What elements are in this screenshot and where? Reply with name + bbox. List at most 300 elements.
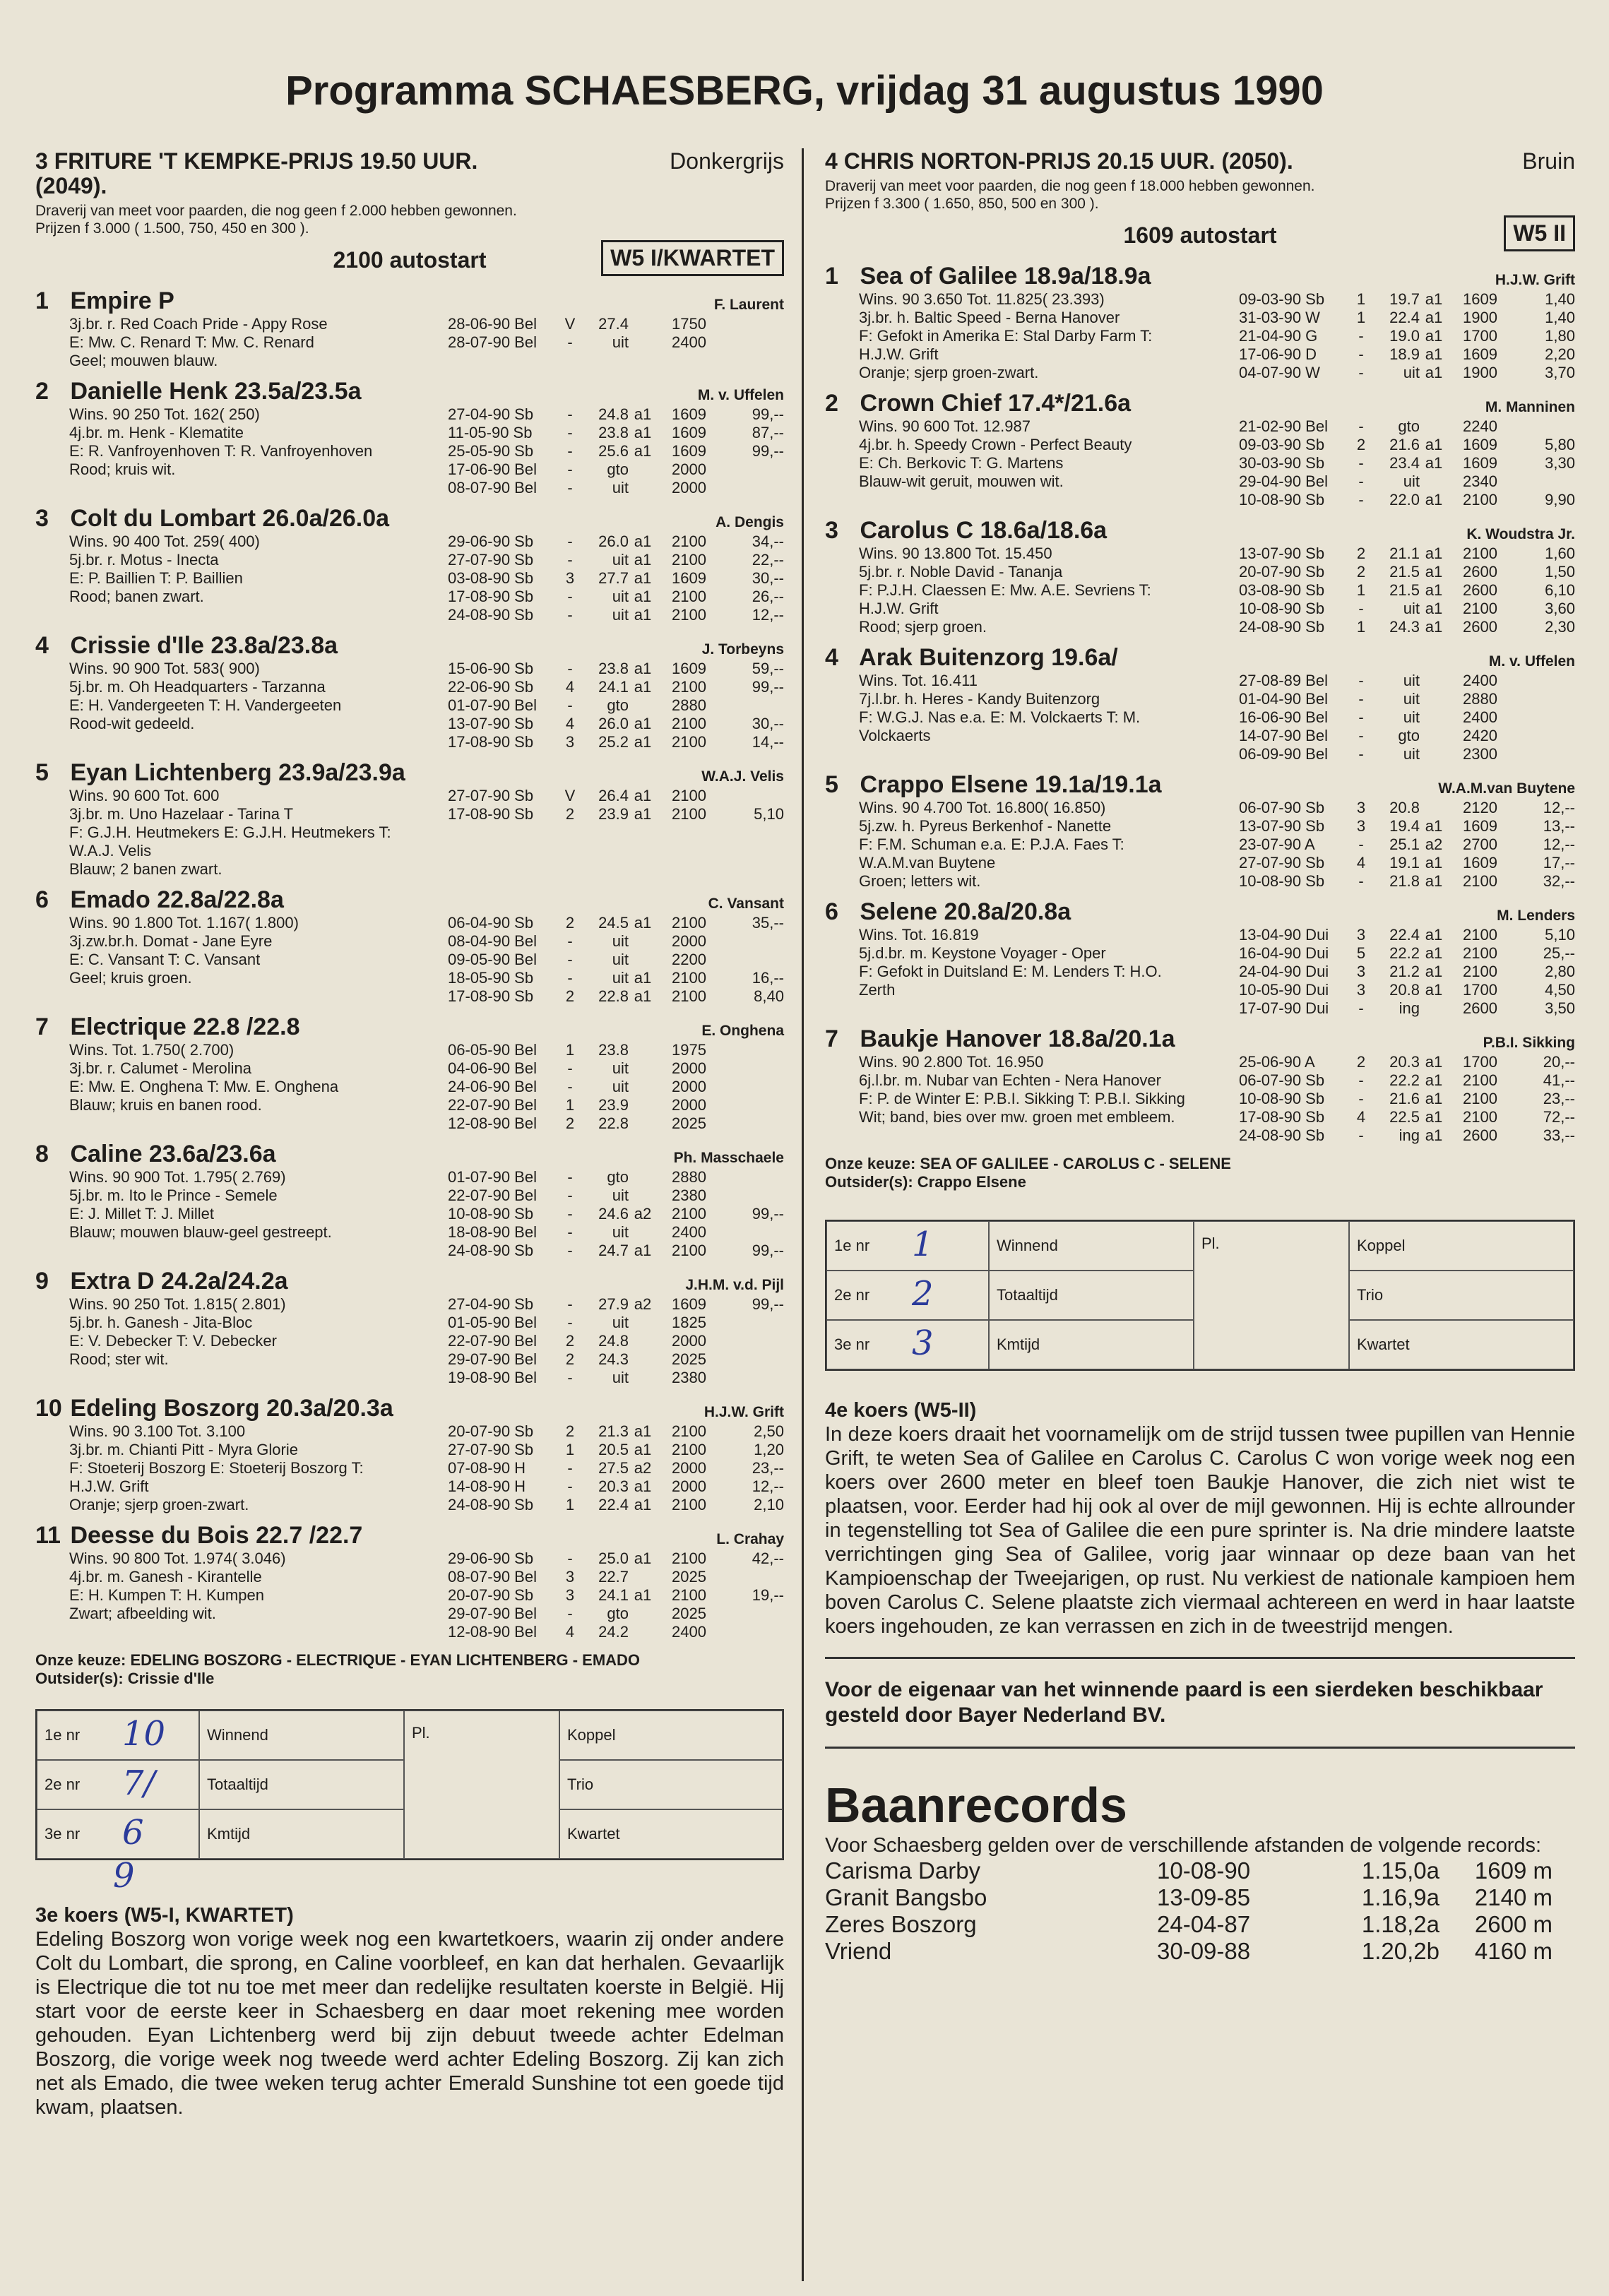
horse-entry (825, 516, 1575, 636)
record-time: 1.20,2b (1361, 1938, 1439, 1964)
race-conditions (35, 202, 784, 237)
run-row (448, 333, 784, 352)
run-distance: 2600 (1463, 618, 1497, 636)
run-time: 22.2 (1389, 1071, 1420, 1089)
run-row (448, 442, 784, 460)
run-place: 3 (1356, 799, 1366, 816)
run-distance: 1700 (1463, 327, 1497, 345)
run-class: a1 (1425, 364, 1443, 381)
record-distance: 1609 m (1474, 1857, 1552, 1884)
race-3-column (35, 148, 784, 2119)
result-grid (825, 1220, 1575, 1371)
run-place: 4 (1356, 854, 1366, 872)
record-date: 30-09-88 (1157, 1938, 1251, 1964)
run-class (629, 479, 657, 497)
grid-cell: Winnend (199, 1711, 404, 1760)
run-place: 1 (565, 1041, 575, 1059)
horse-number: 4 (35, 632, 49, 659)
horse-body (825, 290, 1575, 382)
bet-type-badge: W5 II (1504, 215, 1575, 251)
run-row (1239, 364, 1575, 382)
run-odds: 2,80 (1545, 963, 1575, 980)
run-odds: 2,10 (754, 1496, 784, 1513)
run-row (1239, 1108, 1575, 1126)
horse-info-line: 5j.br. r. Noble David - Tananja (859, 563, 1063, 581)
horse-info-line: 4j.br. m. Ganesh - Kirantelle (69, 1568, 262, 1586)
run-time: 24.3 (1389, 618, 1420, 636)
run-time: 20.5 (598, 1441, 629, 1458)
horse-entry (35, 1267, 784, 1387)
run-row (1239, 618, 1575, 636)
run-class (1420, 690, 1448, 708)
horse-body (825, 545, 1575, 636)
run-time: gto (607, 1168, 629, 1186)
run-odds (1497, 472, 1575, 491)
horse-info (825, 290, 1239, 382)
grid-cell: Kmtijd (989, 1320, 1194, 1369)
start-type: 2100 autostart (333, 247, 487, 273)
horse-info-line: 5j.zw. h. Pyreus Berkenhof - Nanette (859, 817, 1112, 835)
horse-info-line: Wins. Tot. 16.411 (859, 672, 978, 689)
run-distance: 2025 (672, 1605, 706, 1622)
run-place: 4 (1356, 1108, 1366, 1126)
start-type: 1609 autostart (1123, 222, 1277, 248)
run-place: V (564, 315, 576, 333)
run-time: uit (612, 932, 629, 950)
run-distance: 2000 (672, 479, 706, 496)
run-distance: 2100 (672, 987, 706, 1005)
run-distance: 2100 (672, 715, 706, 732)
run-row (448, 660, 784, 678)
horse-info-line: E: Mw. C. Renard T: Mw. C. Renard (69, 333, 314, 351)
run-odds: 8,40 (754, 987, 784, 1005)
run-date: 09-05-90 Bel (448, 951, 537, 968)
run-class: a1 (1425, 581, 1443, 599)
run-time: uit (1403, 745, 1420, 763)
run-odds (1497, 745, 1575, 763)
run-odds: 5,80 (1545, 436, 1575, 453)
run-class: a1 (1425, 491, 1443, 508)
run-place: - (1358, 364, 1364, 381)
run-row (1239, 672, 1575, 690)
run-time: gto (607, 460, 629, 478)
horse-info-line: Geel; kruis groen. (69, 969, 192, 987)
horse-trainer: H.J.W. Grift (703, 1404, 784, 1420)
handwritten-mark: 9 (113, 1856, 135, 1896)
run-date: 29-07-90 Bel (448, 1605, 537, 1622)
run-place: 3 (1356, 817, 1366, 835)
horse-info-line: Oranje; sjerp groen-zwart. (69, 1496, 249, 1513)
race-analysis-title: 3e koers (W5-I, KWARTET) (35, 1904, 294, 1927)
run-date: 31-03-90 W (1239, 309, 1320, 326)
run-place: - (1358, 454, 1364, 472)
run-place: 1 (1356, 618, 1366, 636)
horse-info-line: Wins. 90 900 Tot. 1.795( 2.769) (69, 1168, 286, 1186)
run-class (629, 1078, 657, 1096)
run-class (629, 1096, 657, 1114)
run-date: 17-08-90 Sb (1239, 1108, 1325, 1126)
horse-number: 6 (825, 898, 838, 925)
handwritten-mark: 1 (912, 1225, 934, 1264)
horse-info-line: F: P. de Winter E: P.B.I. Sikking T: P.B.I. Sikking (859, 1090, 1185, 1107)
race-analysis-title: 4e koers (W5-II) (825, 1399, 977, 1422)
horse-runs (448, 1295, 784, 1387)
horse-number: 1 (35, 287, 49, 314)
run-odds: 42,-- (752, 1549, 784, 1567)
run-place: - (567, 460, 573, 478)
run-class (1420, 999, 1448, 1018)
run-class (629, 1041, 657, 1059)
run-time: 21.6 (1389, 1090, 1420, 1107)
run-date: 08-04-90 Bel (448, 932, 537, 950)
horse-info-line: Wins. Tot. 16.819 (859, 926, 979, 944)
horse-runs (448, 914, 784, 1006)
horse-runs (448, 315, 784, 370)
run-distance: 1750 (672, 315, 706, 333)
horse-info-line: Blauw-wit geruit, mouwen wit. (859, 472, 1064, 490)
run-row (1239, 854, 1575, 872)
run-time: uit (612, 1369, 629, 1386)
horse-name: 5 Crappo Elsene 19.1a/19.1a (825, 771, 1162, 798)
run-distance: 1609 (1463, 436, 1497, 453)
run-place: - (567, 1059, 573, 1077)
run-time: 25.6 (598, 442, 629, 460)
run-distance: 1609 (672, 569, 706, 587)
run-place: 4 (565, 1623, 575, 1641)
run-row (448, 569, 784, 588)
run-class (1420, 417, 1448, 436)
horse-runs (448, 1422, 784, 1514)
run-row (448, 1186, 784, 1205)
run-row (1239, 1126, 1575, 1145)
grid-cell: Pl. (1194, 1221, 1349, 1369)
run-odds: 3,30 (1545, 454, 1575, 472)
run-place: - (1358, 472, 1364, 490)
run-class: a1 (634, 805, 652, 823)
horse-info-line: Wins. 90 600 Tot. 600 (69, 787, 220, 804)
run-row (1239, 745, 1575, 763)
horse-info (825, 926, 1239, 1018)
run-time: 24.8 (598, 1332, 629, 1350)
run-time: 24.1 (598, 1586, 629, 1604)
run-row (448, 1586, 784, 1605)
run-date: 09-03-90 Sb (1239, 290, 1325, 308)
run-class: a1 (634, 588, 652, 605)
horse-info-line: Wit; band, bies over mw. groen met embleem. (859, 1108, 1175, 1126)
run-row (448, 588, 784, 606)
run-date: 06-05-90 Bel (448, 1041, 537, 1059)
run-place: - (567, 1223, 573, 1241)
horse-name: 2 Crown Chief 17.4*/21.6a (825, 390, 1132, 417)
run-place: - (567, 479, 573, 496)
run-time: gto (1398, 417, 1420, 435)
run-class (1420, 727, 1448, 745)
horse-info (35, 1422, 448, 1514)
run-date: 22-07-90 Bel (448, 1096, 537, 1114)
run-date: 04-06-90 Bel (448, 1059, 537, 1077)
run-time: 20.3 (1389, 1053, 1420, 1071)
run-class: a1 (1425, 436, 1443, 453)
horse-info-line: Wins. 90 600 Tot. 12.987 (859, 417, 1031, 435)
run-class: a1 (1425, 1126, 1443, 1144)
horse-info (825, 417, 1239, 509)
run-time: 19.1 (1389, 854, 1420, 872)
run-class: a1 (1425, 454, 1443, 472)
run-row (448, 1332, 784, 1350)
record-date: 13-09-85 (1157, 1884, 1251, 1910)
run-distance: 2100 (672, 588, 706, 605)
run-odds: 3,60 (1545, 600, 1575, 617)
run-place: - (1358, 835, 1364, 853)
run-distance: 1609 (1463, 454, 1497, 472)
run-time: 21.1 (1389, 545, 1420, 562)
run-distance: 2000 (672, 1096, 706, 1114)
run-time: uit (1403, 364, 1420, 381)
run-distance: 2400 (1463, 708, 1497, 726)
run-odds: 99,-- (752, 442, 784, 460)
run-time: 19.4 (1389, 817, 1420, 835)
run-odds: 59,-- (752, 660, 784, 677)
run-place: - (567, 951, 573, 968)
run-class: a1 (1425, 1108, 1443, 1126)
run-odds (706, 1114, 784, 1133)
horse-info-line: 6j.l.br. m. Nubar van Echten - Nera Hanover (859, 1071, 1161, 1089)
run-row (1239, 309, 1575, 327)
grid-cell: Pl. (404, 1711, 559, 1859)
run-place: - (567, 1186, 573, 1204)
horse-number: 11 (35, 1522, 61, 1549)
run-date: 06-09-90 Bel (1239, 745, 1328, 763)
run-row (448, 1223, 784, 1242)
run-class: a1 (1425, 618, 1443, 636)
run-place: 2 (565, 1332, 575, 1350)
run-date: 06-04-90 Sb (448, 914, 534, 932)
run-date: 27-07-90 Sb (448, 1441, 534, 1458)
horse-info-line: E: V. Debecker T: V. Debecker (69, 1332, 277, 1350)
run-class: a1 (1425, 545, 1443, 562)
horse-body (825, 799, 1575, 891)
run-odds: 30,-- (752, 569, 784, 587)
horse-runs (1239, 799, 1575, 891)
run-distance: 1609 (1463, 817, 1497, 835)
run-distance: 2100 (1463, 963, 1497, 980)
run-distance: 1700 (1463, 1053, 1497, 1071)
run-place: - (567, 405, 573, 423)
run-class: a1 (1425, 1053, 1443, 1071)
run-time: 26.0 (598, 533, 629, 550)
run-row (1239, 1053, 1575, 1071)
prizes-text: Prijzen f 3.000 ( 1.500, 750, 450 en 300 ). (35, 220, 309, 237)
horse-info-line: Wins. 90 400 Tot. 259( 400) (69, 533, 260, 550)
run-time: uit (612, 333, 629, 351)
run-row (1239, 290, 1575, 309)
run-place: 2 (1356, 563, 1366, 581)
handwritten-mark: 6 (122, 1813, 144, 1852)
run-time: 27.5 (598, 1459, 629, 1477)
run-row (448, 678, 784, 696)
run-time: 23.8 (598, 424, 629, 441)
run-distance: 2000 (672, 1459, 706, 1477)
horse-runs (1239, 672, 1575, 763)
run-date: 10-05-90 Dui (1239, 981, 1329, 999)
run-date: 25-05-90 Sb (448, 442, 534, 460)
run-class: a1 (634, 969, 652, 987)
horse-trainer: M. v. Uffelen (1488, 653, 1575, 670)
horse-info-line: Zerth (859, 981, 896, 999)
horse-name: 3 Colt du Lombart 26.0a/26.0a (35, 505, 390, 532)
run-odds: 41,-- (1543, 1071, 1575, 1089)
run-row (448, 533, 784, 551)
run-time: gto (1398, 727, 1420, 744)
run-place: 2 (1356, 545, 1366, 562)
run-odds: 99,-- (752, 678, 784, 696)
horse-name: 10 Edeling Boszorg 20.3a/20.3a (35, 1395, 393, 1422)
run-place: - (1358, 690, 1364, 708)
run-place: 3 (565, 569, 575, 587)
run-row (1239, 600, 1575, 618)
run-time: 18.9 (1389, 345, 1420, 363)
horse-body (35, 1295, 784, 1387)
run-distance: 1609 (672, 424, 706, 441)
horse-info (35, 315, 448, 370)
horse-info (825, 1053, 1239, 1145)
horse-info-line: Zwart; afbeelding wit. (69, 1605, 216, 1622)
run-time: uit (1403, 600, 1420, 617)
run-distance: 1609 (672, 660, 706, 677)
horse-info (35, 1168, 448, 1260)
run-time: 23.8 (598, 1041, 629, 1059)
run-distance: 2000 (672, 1477, 706, 1495)
run-time: uit (612, 951, 629, 968)
run-date: 08-07-90 Bel (448, 479, 537, 496)
run-odds: 23,-- (752, 1459, 784, 1477)
run-date: 24-08-90 Sb (1239, 1126, 1325, 1144)
horse-runs (448, 1168, 784, 1260)
run-class: a1 (634, 442, 652, 460)
run-row (448, 551, 784, 569)
run-date: 24-06-90 Bel (448, 1078, 537, 1095)
horse-info-line: F: Stoeterij Boszorg E: Stoeterij Boszorg T: (69, 1459, 364, 1477)
run-place: - (1358, 872, 1364, 890)
horse-name: 6 Selene 20.8a/20.8a (825, 898, 1071, 925)
horse-info-line: Geel; mouwen blauw. (69, 352, 218, 369)
horse-info-line: E: Mw. E. Onghena T: Mw. E. Onghena (69, 1078, 339, 1095)
run-time: uit (1403, 472, 1420, 490)
run-odds: 5,10 (754, 805, 784, 823)
horse-info-line: 4j.br. m. Henk - Klematite (69, 424, 244, 441)
run-distance: 2100 (672, 1422, 706, 1440)
run-class (629, 1223, 657, 1242)
run-odds: 1,20 (754, 1441, 784, 1458)
run-place: - (1358, 1090, 1364, 1107)
horse-info-line: E: H. Vandergeeten T: H. Vandergeeten (69, 696, 342, 714)
run-class: a1 (1425, 600, 1443, 617)
grid-cell: 2e nr 7/ (37, 1760, 199, 1809)
run-odds (706, 460, 784, 479)
run-odds: 14,-- (752, 733, 784, 751)
run-distance: 2300 (1463, 745, 1497, 763)
run-time: uit (612, 969, 629, 987)
run-class: a1 (634, 914, 652, 932)
run-date: 01-04-90 Bel (1239, 690, 1328, 708)
run-odds (1497, 727, 1575, 745)
page-title: Programma SCHAESBERG, vrijdag 31 augustus 1990 (285, 68, 1324, 114)
horse-info-line: Wins. Tot. 1.750( 2.700) (69, 1041, 234, 1059)
run-odds (706, 1059, 784, 1078)
run-date: 29-06-90 Sb (448, 533, 534, 550)
run-distance: 2025 (672, 1568, 706, 1586)
run-time: 22.0 (1389, 491, 1420, 508)
run-distance: 1609 (1463, 290, 1497, 308)
run-row (1239, 690, 1575, 708)
run-odds (706, 696, 784, 715)
horse-info (825, 799, 1239, 891)
horse-runs (1239, 926, 1575, 1018)
track-records-list (825, 1857, 1575, 1965)
outsider-text: Outsider(s): Crappo Elsene (825, 1173, 1026, 1191)
run-row (448, 715, 784, 733)
run-odds: 20,-- (1543, 1053, 1575, 1071)
run-distance: 2000 (672, 1078, 706, 1095)
horse-body (35, 405, 784, 497)
race-header (35, 148, 784, 174)
run-class (629, 315, 657, 333)
run-place: - (567, 1205, 573, 1223)
run-row (448, 1295, 784, 1314)
race-header (825, 148, 1575, 174)
run-distance: 2000 (672, 932, 706, 950)
run-row (1239, 981, 1575, 999)
run-time: ing (1399, 1126, 1420, 1144)
run-time: 19.0 (1389, 327, 1420, 345)
run-row (448, 1059, 784, 1078)
run-time: 20.3 (598, 1477, 629, 1495)
run-place: - (567, 969, 573, 987)
run-class (629, 951, 657, 969)
run-row (448, 696, 784, 715)
run-time: 25.0 (598, 1549, 629, 1567)
run-time: ing (1399, 999, 1420, 1017)
run-date: 24-08-90 Sb (448, 606, 534, 624)
run-odds: 1,80 (1545, 327, 1575, 345)
run-class (629, 1168, 657, 1186)
run-odds: 23,-- (1543, 1090, 1575, 1107)
run-odds (1497, 690, 1575, 708)
run-distance: 1609 (672, 405, 706, 423)
horse-entry (35, 377, 784, 497)
outsider-text: Outsider(s): Crissie d'Ile (35, 1670, 215, 1687)
our-choice (825, 1155, 1575, 1191)
horse-info-line: F: Gefokt in Duitsland E: M. Lenders T: H.O. (859, 963, 1162, 980)
horse-trainer: L. Crahay (716, 1531, 784, 1547)
horse-info-line: Blauw; 2 banen zwart. (69, 860, 222, 878)
run-time: 24.1 (598, 678, 629, 696)
run-distance: 2600 (1463, 999, 1497, 1017)
run-place: - (567, 1242, 573, 1259)
run-date: 27-08-89 Bel (1239, 672, 1328, 689)
record-name: Zeres Boszorg (825, 1911, 977, 1937)
run-time: 21.2 (1389, 963, 1420, 980)
run-time: 22.4 (1389, 926, 1420, 944)
horse-body (825, 417, 1575, 509)
horse-trainer: W.A.J. Velis (701, 768, 784, 785)
run-date: 22-06-90 Sb (448, 678, 534, 696)
horse-body (35, 1549, 784, 1641)
horse-info-line: Wins. 90 13.800 Tot. 15.450 (859, 545, 1052, 562)
run-distance: 2100 (672, 551, 706, 569)
run-distance: 2100 (672, 1441, 706, 1458)
run-distance: 2100 (1463, 1071, 1497, 1089)
